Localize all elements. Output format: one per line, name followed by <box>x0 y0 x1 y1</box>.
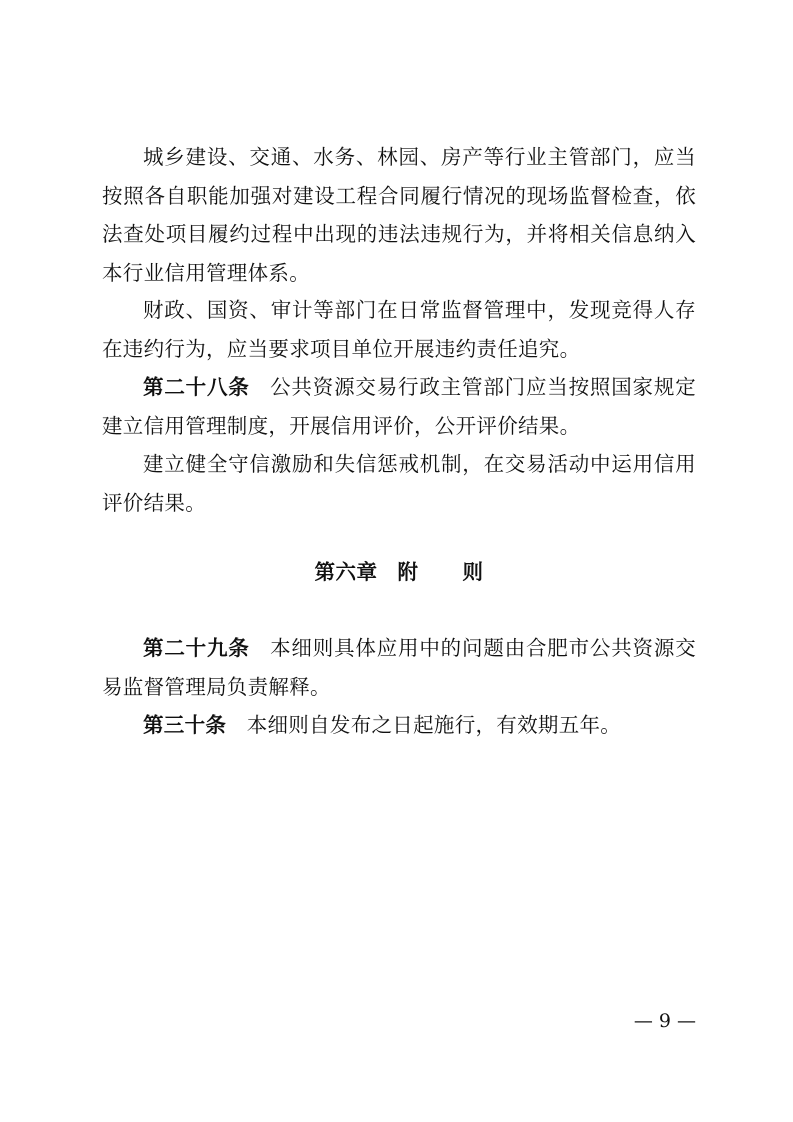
article-text: 本细则自发布之日起施行，有效期五年。 <box>246 713 622 737</box>
article-text: 本细则具体应用中的问题由合肥市公共资源交易监督管理局负责解释。 <box>102 636 697 699</box>
paragraph-text: 建立健全守信激励和失信惩戒机制，在交易活动中运用信用评价结果。 <box>102 452 696 515</box>
chapter-heading <box>102 556 696 588</box>
page-number: — 9 — <box>633 1010 696 1032</box>
article-number: 第三十条 <box>143 713 227 737</box>
paragraph-credit-mechanism <box>102 445 696 522</box>
chapter-number: 第六章 <box>314 560 378 584</box>
paragraph-finance-supervision <box>102 291 696 368</box>
article-30 <box>102 706 696 745</box>
article-number: 第二十九条 <box>143 636 250 660</box>
article-text: 公共资源交易行政主管部门应当按照国家规定建立信用管理制度，开展信用评价，公开评价结果。 <box>102 375 697 438</box>
chapter-title-part2: 则 <box>462 560 484 584</box>
article-28 <box>102 368 696 445</box>
article-number: 第二十八条 <box>143 375 250 399</box>
paragraph-industry-supervision <box>102 138 696 292</box>
chapter-title-part1: 附 <box>397 560 419 584</box>
paragraph-text: 财政、国资、审计等部门在日常监督管理中，发现竞得人存在违约行为，应当要求项目单位开展违约责任追究。 <box>102 298 696 361</box>
paragraph-text: 城乡建设、交通、水务、林园、房产等行业主管部门，应当按照各自职能加强对建设工程合同履行情况的现场监督检查，依法查处项目履约过程中出现的违法违规行为，并将相关信息纳入本行业信用管理体系。 <box>102 145 696 285</box>
article-29 <box>102 629 696 706</box>
